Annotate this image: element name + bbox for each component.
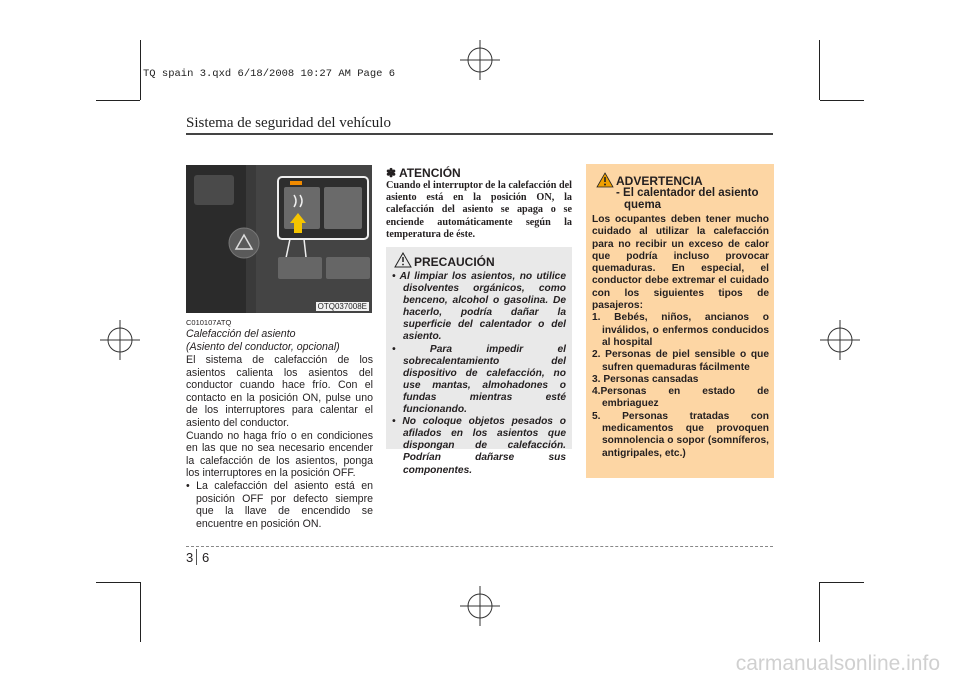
photo-code: OTQ037008E <box>317 302 367 311</box>
caution-icon <box>394 252 412 268</box>
precaution-title: PRECAUCIÓN <box>414 255 495 269</box>
warning-icon <box>596 172 614 188</box>
precaution-list <box>392 271 566 477</box>
subsection-title-line1: Calefacción del asiento <box>186 328 296 340</box>
warning-item: 2. Personas de piel sensible o que sufren quemaduras fácilmente <box>592 349 769 373</box>
section-number: 3 <box>186 550 194 565</box>
dashboard-illustration <box>186 165 372 313</box>
print-slug: TQ spain 3.qxd 6/18/2008 10:27 AM Page 6 <box>143 68 396 80</box>
section-code: C010107ATQ <box>186 318 232 327</box>
crop-mark <box>819 582 820 642</box>
warning-item: 3. Personas cansadas <box>592 373 699 385</box>
crop-mark <box>96 582 140 583</box>
warning-subtitle: quema <box>624 199 662 211</box>
crop-mark <box>819 40 820 100</box>
seat-heater-switch-photo <box>186 165 372 313</box>
crop-mark <box>140 582 141 642</box>
paragraph: Cuando no haga frío o en condiciones en las que no sea necesario encender la calefacción de los asientos, ponga los interruptores en la posición OFF. <box>186 429 373 480</box>
attention-title: ✽ ATENCIÓN <box>386 166 461 180</box>
bullet-item: • La calefacción del asiento está en posición OFF por defecto siempre que la llave de encendido se encuentre en posición ON. <box>186 479 373 530</box>
page-number: 6 <box>202 550 210 565</box>
registration-mark-icon <box>818 318 862 362</box>
precaution-item: • No coloque objetos pesados o afilados en los asientos que dispongan de calefacción. Podrían dañarse sus componentes. <box>392 416 566 476</box>
precaution-item: • Al limpiar los asientos, no utilice disolventes orgánicos, como benceno, alcohol o gasolina. De hacerlo, podría dañar la superficie del calentador o del asiento. <box>392 271 566 343</box>
attention-text: Cuando el interruptor de la calefacción del asiento está en la posición ON, la calefacción del asiento se apaga o se enciende automáticamente según la temperatura de éste. <box>386 180 573 240</box>
section-title: Sistema de seguridad del vehículo <box>186 115 391 131</box>
precaution-box <box>386 247 572 476</box>
warning-text <box>592 214 769 460</box>
crop-mark <box>140 40 141 100</box>
crop-mark <box>820 582 864 583</box>
page-number-separator <box>196 549 197 565</box>
crop-mark <box>820 100 864 101</box>
warning-item: 4.Personas en estado de embriaguez <box>592 386 769 410</box>
subsection-title-line2: (Asiento del conductor, opcional) <box>186 340 340 353</box>
watermark: carmanualsonline.info <box>735 652 940 675</box>
registration-mark-icon <box>98 318 142 362</box>
header-rule <box>186 133 773 135</box>
registration-mark-icon <box>458 38 502 82</box>
crop-mark <box>96 100 140 101</box>
precaution-item: • Para impedir el sobrecalentamiento del dispositivo de calefacción, no use mantas, almohadones o fundas mientras esté funcionando. <box>392 343 566 416</box>
warning-box <box>586 164 774 478</box>
subsection-title <box>186 328 373 353</box>
registration-mark-icon <box>458 584 502 628</box>
body-text-column <box>186 354 373 530</box>
footer-rule <box>186 546 773 547</box>
warning-title: ADVERTENCIA <box>616 174 703 188</box>
warning-item: 1. Bebés, niños, ancianos o inválidos, o enfermos conducidos al hospital <box>592 312 769 348</box>
warning-intro: Los ocupantes deben tener mucho cuidado al utilizar la calefacción para no recibir un exceso de calor que podría incluso provocar quemaduras. En especial, el conductor debe extremar el cuidado con los siguientes tipos de pasajeros: <box>592 214 769 312</box>
warning-subtitle: - El calentador del asiento <box>616 187 759 199</box>
paragraph: El sistema de calefacción de los asientos calienta los asientos del conductor cuando hace frío. Con el contacto en la posición ON, pulse uno de los interruptores para calentar el asiento del conductor. <box>186 354 373 429</box>
warning-item: 5. Personas tratadas con medicamentos que provoquen somnolencia o sopor (somníferos, antigripales, etc.) <box>592 410 769 459</box>
